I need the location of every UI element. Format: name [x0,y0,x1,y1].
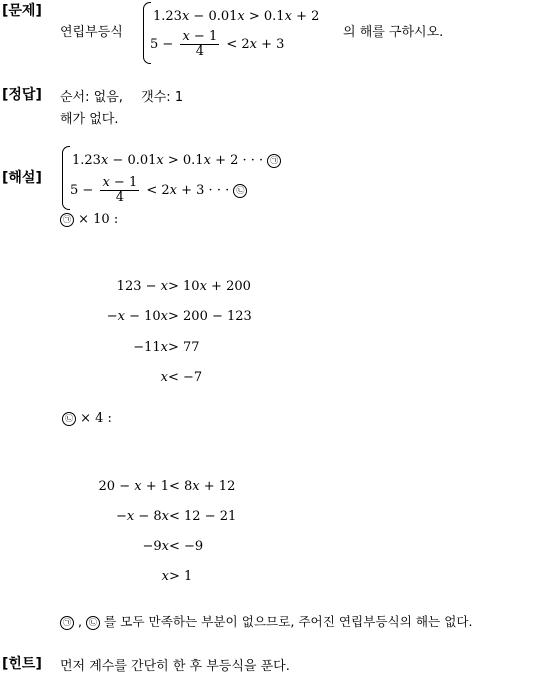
step1-line1-right: > 10x + 200 [168,279,251,294]
step1-line1-left: 123 − x [116,279,168,294]
problem-inequality-1: 1.23x − 0.01x > 0.1x + 2 [153,9,320,24]
hint-label: [힌트] [2,656,42,672]
step2-line3-right: < −9 [169,539,204,554]
answer-result: 해가 없다. [60,112,119,127]
problem-label: [문제] [2,3,42,19]
explanation-inequality-1: 1.23x − 0.01x > 0.1x + 2 · · · ㉠ [72,153,281,168]
step2-line1-left: 20 − x + 1 [98,479,169,494]
answer-label: [정답] [2,87,42,103]
order-value: 없음, [93,90,123,105]
step1-heading: ㉠ × 10 : [60,212,118,227]
step2-line2-right: < 12 − 21 [169,509,237,524]
step2-line4-left: x [161,569,169,584]
explanation-inequality-2: 5 − $\frac{x - 1}{4}$ < 2x + 3 · · · ㉡ [70,176,247,205]
step2-heading: ㉡ × 4 : [62,411,112,426]
count-label: 갯수: [141,90,171,105]
step2-line1-right: < 8x + 12 [169,479,236,494]
explanation-conclusion: ㉠ , ㉡ 를 모두 만족하는 부분이 없으므로, 주어진 연립부등식의 해는 없다. [60,611,473,630]
mark-2-symbol: ㉡ [86,616,100,630]
step1-line2-left: −x − 10x [106,309,168,324]
answer-line [60,86,183,105]
mark-1-symbol: ㉠ [60,616,74,630]
count-value: 1 [174,90,184,105]
order-label: 순서: [60,90,90,105]
step1-line3-right: > 77 [168,340,200,355]
step2-line4-right: > 1 [169,569,193,584]
step2-line2-left: −x − 8x [115,509,169,524]
problem-suffix: 의 해를 구하시오. [343,25,444,40]
mark-2-symbol: ㉡ [233,184,247,198]
mark-1-symbol: ㉠ [60,213,74,227]
conclusion-text: 를 모두 만족하는 부분이 없으므로, 주어진 연립부등식의 해는 없다. [104,614,473,629]
step1-line2-right: > 200 − 123 [168,309,252,324]
step2-line3-left: −9x [142,539,169,554]
system-brace [62,146,70,210]
explanation-label: [해설] [2,170,42,186]
step1-line3-left: −11x [133,340,168,355]
hint-text: 먼저 계수를 간단히 한 후 부등식을 푼다. [60,659,290,674]
mark-2-symbol: ㉡ [62,412,76,426]
mark-1-symbol: ㉠ [267,154,281,168]
problem-prefix: 연립부등식 [60,25,123,40]
problem-inequality-2: 5 − $\frac{x - 1}{4}$ < 2x + 3 [150,29,285,59]
step1-line4-right: < −7 [168,370,203,385]
step1-line4-left: x [160,370,168,385]
